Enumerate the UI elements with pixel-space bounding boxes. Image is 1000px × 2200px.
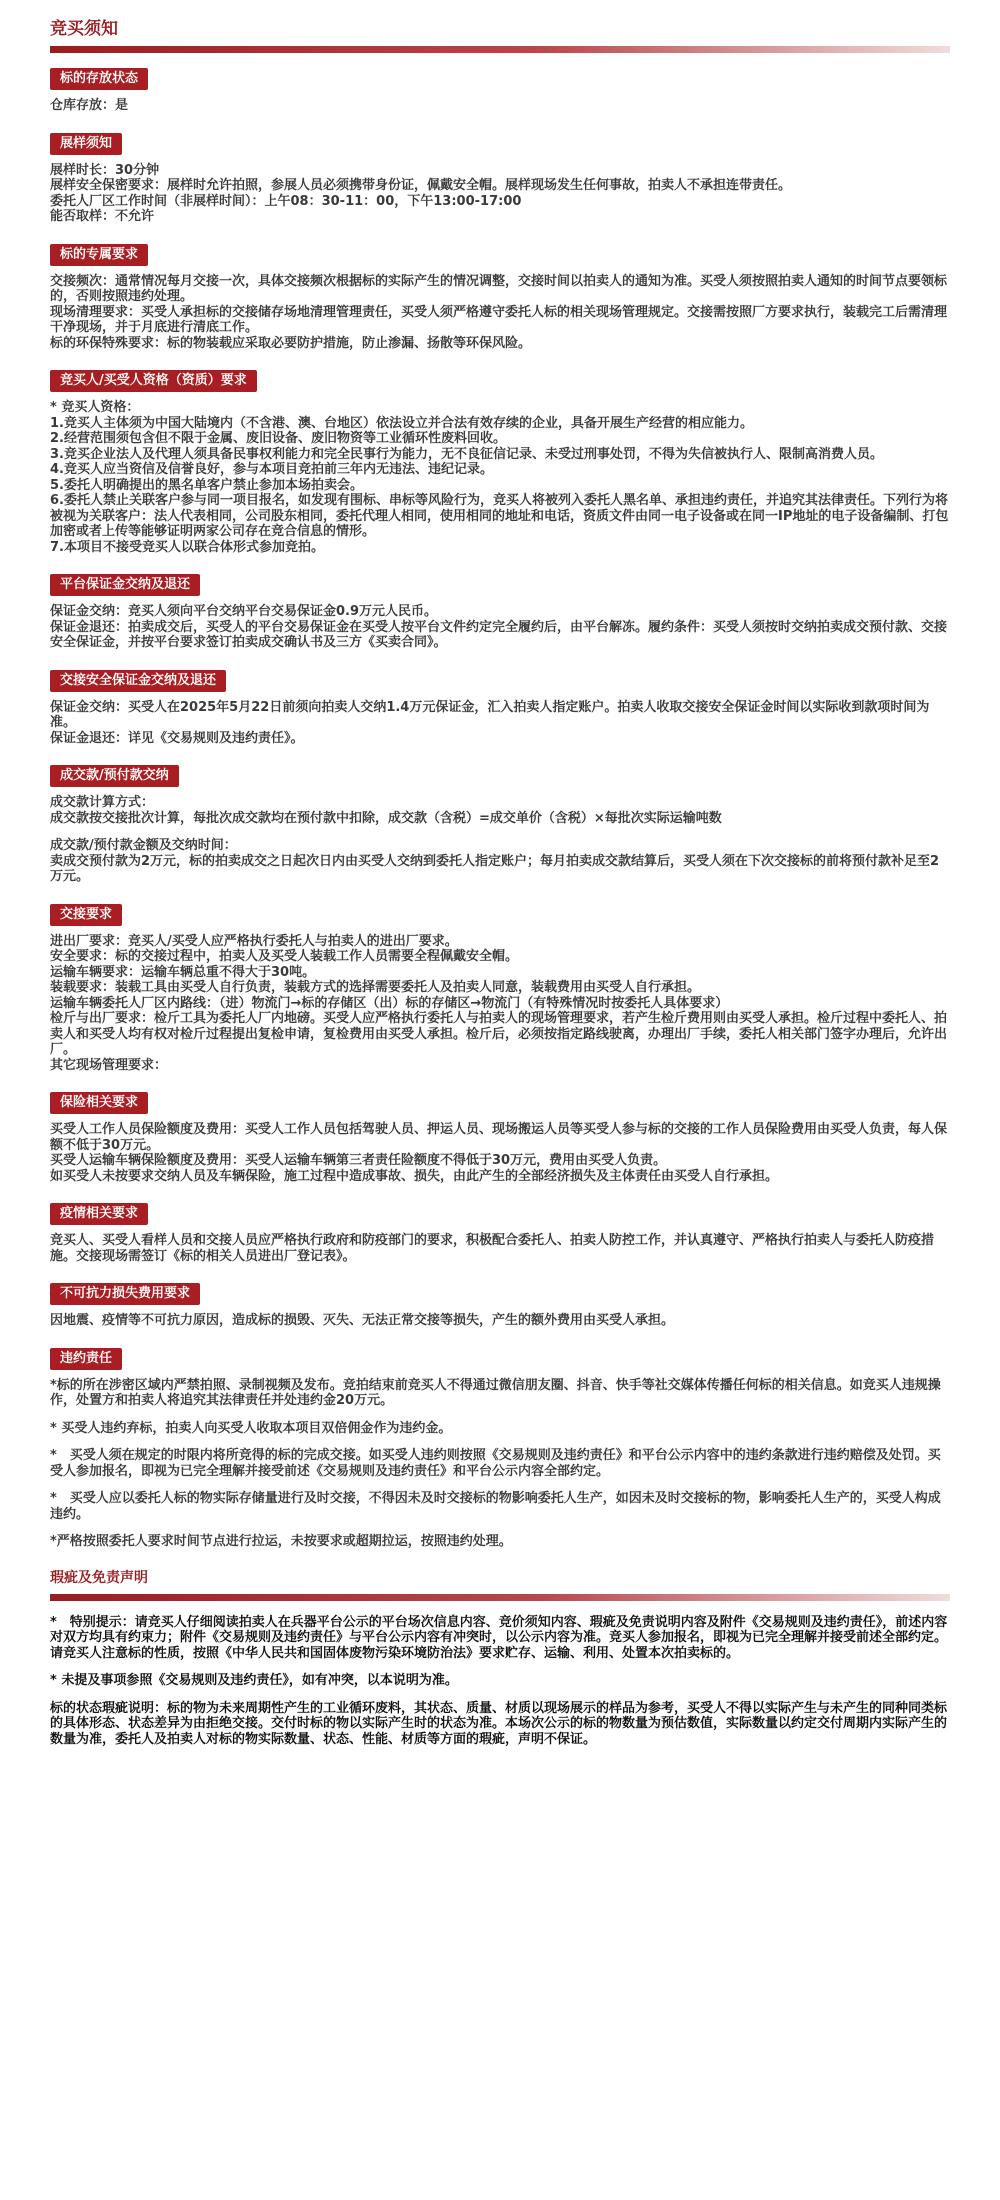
notice-title: 瑕疵及免责声明 <box>50 1569 148 1586</box>
section-heading: 违约责任 <box>50 1348 122 1370</box>
notice-line: * 特别提示：请竞买人仔细阅读拍卖人在兵器平台公示的平台场次信息内容、竞价须知内容、瑕疵及免责说明内容及附件《交易规则及违约责任》，前述内容对双方均具有约束力；附件《交易规则及违约责任》与平台公示内容有冲突时，以公示内容为准。竞买人参加报名，即视为已完全理解并接受前述全部约定。请竞买人注意标的性质，按照《中华人民共和国固体废物污染环境防治法》要求贮存、运输、利用、处置本次拍卖标的。 <box>50 1614 948 1661</box>
section-heading: 标的专属要求 <box>50 244 148 266</box>
paragraph-gap <box>50 1436 950 1448</box>
section-line: 安全要求：标的交接过程中，拍卖人及买受人装载工作人员需要全程佩戴安全帽。 <box>50 949 519 964</box>
section-line: 买受人运输车辆保险额度及费用：买受人运输车辆第三者责任险额度不得低于30万元，费用由买受人负责。 <box>50 1153 667 1168</box>
section <box>50 1347 950 1550</box>
section-line: 6.委托人禁止关联客户参与同一项目报名，如发现有围标、串标等风险行为，竞买人将被列入委托人黑名单、承担违约责任，并追究其法律责任。下列行为将被视为关联客户：法人代表相同，公司股东相同，委托代理人相同，使用相同的地址和电话，资质文件由同一电子设备或在同一IP地址的电子设备编制、打包加密或者上传等能够证明两家公司存在竞合信息的情形。 <box>50 493 949 539</box>
section-line: 4.竞买人应当资信及信誉良好，参与本项目竞拍前三年内无违法、违纪记录。 <box>50 462 493 477</box>
section-line: 保证金退还：详见《交易规则及违约责任》。 <box>50 730 304 746</box>
section-line: 3.竞买企业法人及代理人须具备民事权利能力和完全民事行为能力，无不良征信记录、未受过刑事处罚，不得为失信被执行人、限制高消费人员。 <box>50 446 883 462</box>
notice-divider <box>50 1594 950 1601</box>
section-heading: 保险相关要求 <box>50 1092 148 1114</box>
notice-line: * 未提及事项参照《交易规则及违约责任》，如有冲突，以本说明为准。 <box>50 1673 458 1688</box>
section-line: 保证金交纳：买受人在2025年5月22日前须向拍卖人交纳1.4万元保证金，汇入拍卖人指定账户。拍卖人收取交接安全保证金时间以实际收到款项时间为准。 <box>50 699 930 730</box>
section-heading: 展样须知 <box>50 133 122 155</box>
section-heading: 平台保证金交纳及退还 <box>50 574 200 596</box>
paragraph-gap <box>50 1522 950 1534</box>
section-line: 成交款计算方式： <box>50 795 155 810</box>
section-line: 委托人厂区工作时间（非展样时间）：上午08：30-11：00，下午13:00-17:00 <box>50 193 522 209</box>
notice-body <box>50 1615 950 1748</box>
section-line: 如买受人未按要求交纳人员及车辆保险，施工过程中造成事故、损失，由此产生的全部经济损失及主体责任由买受人自行承担。 <box>50 1168 779 1184</box>
paragraph-gap <box>50 1689 950 1701</box>
section-line: 因地震、疫情等不可抗力原因，造成标的损毁、灭失、无法正常交接等损失，产生的额外费用由买受人承担。 <box>50 1313 675 1328</box>
section-line: 1.竞买人主体须为中国大陆境内（不含港、澳、台地区）依法设立并合法有效存续的企业，具备开展生产经营的相应能力。 <box>50 415 753 431</box>
section-line: * 竞买人资格： <box>50 400 140 415</box>
section-line: 能否取样：不允许 <box>50 209 155 224</box>
section-line: 成交款按交接批次计算，每批次成交款均在预付款中扣除，成交款（含税）=成交单价（含税）×每批次实际运输吨数 <box>50 810 722 826</box>
section-line: 运输车辆委托人厂区内路线：（进）物流门→标的存储区（出）标的存储区→物流门（有特殊情况时按委托人具体要求） <box>50 995 729 1011</box>
section-heading: 标的存放状态 <box>50 68 148 90</box>
page-title: 竞买须知 <box>50 19 118 39</box>
notice-line: 标的状态瑕疵说明：标的物为未来周期性产生的工业循环废料，其状态、质量、材质以现场展示的样品为参考，买受人不得以实际产生与未产生的同种同类标的具体形态、状态差异为由拒绝交接。交付时标的物以实际产生时的状态为准。本场次公示的标的物数量为预估数值，实际数量以约定交付周期内实际产生的数量为准，委托人及拍卖人对标的物实际数量、状态、性能、材质等方面的瑕疵，声明不保证。 <box>50 1700 948 1747</box>
section <box>50 1091 950 1184</box>
section <box>50 669 950 747</box>
section-heading: 交接安全保证金交纳及退还 <box>50 670 226 692</box>
section-line: 成交款/预付款金额及交纳时间： <box>50 838 237 853</box>
section-line: 展样安全保密要求：展样时允许拍照，参展人员必须携带身份证，佩戴安全帽。展样现场发生任何事故，拍卖人不承担连带责任。 <box>50 178 792 193</box>
section <box>50 67 950 114</box>
section-line: 卖成交预付款为2万元，标的拍卖成交之日起次日内由买受人交纳到委托人指定账户；每月拍卖成交款结算后，买受人须在下次交接标的前将预付款补足至2万元。 <box>50 853 940 884</box>
paragraph-gap <box>50 1409 950 1421</box>
section <box>50 764 950 885</box>
section-line: 标的环保特殊要求：标的物装载应采取必要防护措施，防止渗漏、扬散等环保风险。 <box>50 335 532 351</box>
section-line: 展样时长：30分钟 <box>50 162 160 178</box>
paragraph-gap <box>50 1661 950 1673</box>
paragraph-gap <box>50 826 950 838</box>
section-line: 2.经营范围须包含但不限于金属、废旧设备、废旧物资等工业循环性废料回收。 <box>50 431 506 446</box>
section-line: 买受人工作人员保险额度及费用：买受人工作人员包括驾驶人员、押运人员、现场搬运人员等买受人参与标的交接的工作人员保险费用由买受人负责，每人保额不低于30万元。 <box>50 1122 948 1153</box>
section-line: 检斤与出厂要求：检斤工具为委托人厂内地磅。买受人应严格执行委托人与拍卖人的现场管理要求，若产生检斤费用则由买受人承担。检斤过程中委托人、拍卖人和买受人均有权对检斤过程提出复检申请，复检费用由买受人承担。检斤后，必须按指定路线驶离，办理出厂手续，委托人相关部门签字办理后，允许出厂。 <box>50 1011 948 1057</box>
section-heading: 竞买人/买受人资格（资质）要求 <box>50 370 257 392</box>
section <box>50 243 950 352</box>
section-line: 5.委托人明确提出的黑名单客户禁止参加本场拍卖会。 <box>50 477 363 493</box>
section-line: 交接频次：通常情况每月交接一次，具体交接频次根据标的实际产生的情况调整，交接时间以拍卖人的通知为准。买受人须按照拍卖人通知的时间节点要领标的，否则按照违约处理。 <box>50 273 948 304</box>
section-heading: 疫情相关要求 <box>50 1203 148 1225</box>
section <box>50 903 950 1074</box>
section-line: 竞买人、买受人看样人员和交接人员应严格执行政府和防疫部门的要求，积极配合委托人、拍卖人防控工作，并认真遵守、严格执行拍卖人与委托人防疫措施。交接现场需签订《标的相关人员进出厂登记表》。 <box>50 1233 935 1264</box>
section-line: 保证金退还：拍卖成交后，买受人的平台交易保证金在买受人按平台文件约定完全履约后，由平台解冻。履约条件：买受人须按时交纳拍卖成交预付款、交接安全保证金，并按平台要求签订拍卖成交确认书及三方《买卖合同》。 <box>50 619 948 650</box>
section <box>50 1282 950 1329</box>
section-line: 7.本项目不接受竞买人以联合体形式参加竞拍。 <box>50 539 324 555</box>
section-line: * 买受人须在规定的时限内将所竞得的标的完成交接。如买受人违约则按照《交易规则及违约责任》和平台公示内容中的违约条款进行违约赔偿及处罚。买受人参加报名，即视为已完全理解并接受前述《交易规则及违约责任》和平台公示内容全部约定。 <box>50 1448 941 1479</box>
section-line: * 买受人应以委托人标的物实际存储量进行及时交接，不得因未及时交接标的物影响委托人生产，如因未及时交接标的物，影响委托人生产的，买受人构成违约。 <box>50 1491 941 1522</box>
title-divider <box>50 46 950 53</box>
section <box>50 132 950 225</box>
paragraph-gap <box>50 1479 950 1491</box>
section-line: 保证金交纳：竞买人须向平台交纳平台交易保证金0.9万元人民币。 <box>50 604 438 619</box>
section-line: 现场清理要求：买受人承担标的交接储存场地清理管理责任，买受人须严格遵守委托人标的相关现场管理规定。交接需按照厂方要求执行，装载完工后需清理干净现场，并于月底进行清底工作。 <box>50 304 948 335</box>
section-line: 装载要求：装载工具由买受人自行负责，装载方式的选择需要委托人及拍卖人同意，装载费用由买受人自行承担。 <box>50 980 701 995</box>
section-line: 运输车辆要求：运输车辆总重不得大于30吨。 <box>50 964 316 980</box>
section-line: 进出厂要求：竞买人/买受人应严格执行委托人与拍卖人的进出厂要求。 <box>50 933 458 949</box>
section <box>50 573 950 651</box>
section-line: 仓库存放：是 <box>50 98 129 113</box>
section-line: 其它现场管理要求： <box>50 1057 168 1073</box>
sections-container <box>50 67 950 1550</box>
section <box>50 369 950 555</box>
section <box>50 1202 950 1264</box>
document <box>50 18 950 1747</box>
section-heading: 不可抗力损失费用要求 <box>50 1283 200 1305</box>
section-line: * 买受人违约弃标，拍卖人向买受人收取本项目双倍佣金作为违约金。 <box>50 1420 452 1436</box>
section-line: *严格按照委托人要求时间节点进行拉运，未按要求或超期拉运，按照违约处理。 <box>50 1534 512 1549</box>
notice-block <box>50 1568 950 1748</box>
section-line: *标的所在涉密区域内严禁拍照、录制视频及发布。竞拍结束前竞买人不得通过微信朋友圈、抖音、快手等社交媒体传播任何标的相关信息。如竞买人违规操作，处置方和拍卖人将追究其法律责任并处违约金20万元。 <box>50 1377 941 1408</box>
section-heading: 成交款/预付款交纳 <box>50 765 179 787</box>
section-heading: 交接要求 <box>50 904 122 926</box>
